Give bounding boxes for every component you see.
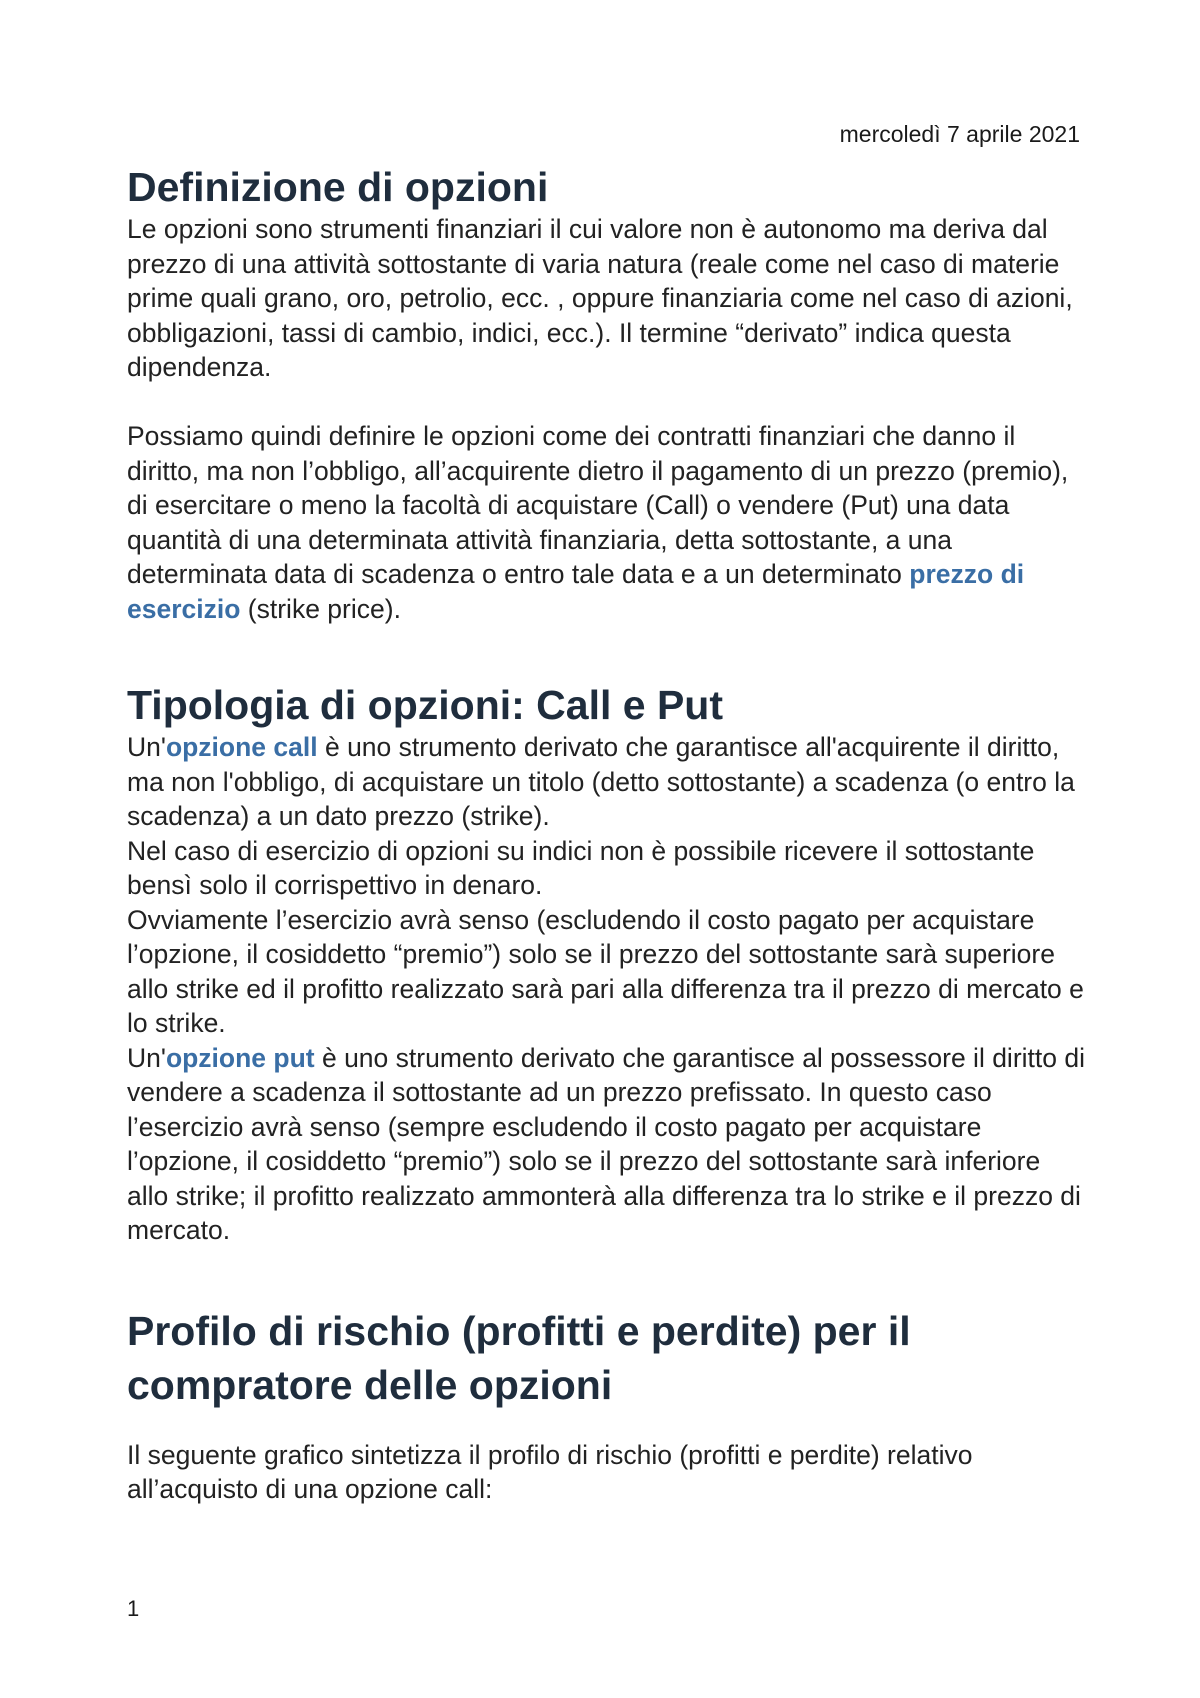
paragraph-opzione-call: [127, 730, 1087, 834]
link-opzione-put[interactable]: opzione put: [165, 1042, 315, 1073]
link-prezzo-di-esercizio[interactable]: prezzo di esercizio: [127, 559, 1025, 624]
paragraph-profilo: Il seguente grafico sintetizza il profilo di rischio (profitti e perdite) relativo all’acquisto di una opzione call:: [127, 1439, 973, 1504]
paragraph-indici: Nel caso di esercizio di opzioni su indici non è possibile ricevere il sottostante bensì solo il corrispettivo in denaro.: [127, 835, 1035, 900]
paragraph-text: Un': [127, 732, 166, 762]
link-opzione-call[interactable]: opzione call: [165, 732, 318, 762]
paragraph-definizione-1: Le opzioni sono strumenti finanziari il cui valore non è autonomo ma deriva dal prezzo di una attività sottostante di varia natura (reale come nel caso di materie prime quali grano, oro, petrolio, ecc. , oppure finanziaria come nel caso di azioni, obbligazioni, tassi di cambio, indici, ecc.). Il termine “derivato” indica questa dipendenza.: [127, 214, 1073, 382]
paragraph-spacer: [127, 385, 1087, 420]
paragraph-text: (strike price).: [240, 593, 401, 624]
heading-profilo: Profilo di rischio (profitti e perdite) per il compratore delle opzioni: [127, 1307, 911, 1408]
paragraph-ovviamente: Ovviamente l’esercizio avrà senso (escludendo il costo pagato per acquistare l’opzione, il cosiddetto “premio”) solo se il prezzo del sottostante sarà superiore allo strike ed il profitto realizzato sarà pari alla differenza tra il prezzo di mercato e lo strike.: [127, 904, 1084, 1038]
paragraph-text: è uno strumento derivato che garantisce al possessore il diritto di vendere a scadenza il sottostante ad un prezzo prefissato. In questo caso l’esercizio avrà senso (sempre escludendo il costo pagato per acquistare l’opzione, il cosiddetto “premio”) solo se il prezzo del sottostante sarà inferiore allo strike; il profitto realizzato ammonterà alla differenza tra lo strike e il prezzo di mercato.: [127, 1042, 1085, 1245]
heading-tipologia: Tipologia di opzioni: Call e Put: [127, 682, 724, 728]
section-profilo: [127, 1304, 1087, 1412]
document-date: mercoledì 7 aprile 2021: [839, 121, 1080, 147]
document-body: [127, 162, 1087, 1507]
paragraph-opzione-put: [127, 1041, 1087, 1248]
paragraph-text: Possiamo quindi definire le opzioni come dei contratti finanziari che danno il diritto, ma non l’obbligo, all’acquirente dietro il pagamento di un prezzo (premio), di esercitare o meno la facoltà di acquistare (Call) o vendere (Put) una data quantità di una determinata attività finanziaria, detta sottostante, a una determinata data di scadenza o entro tale data e a un determinato: [127, 421, 1069, 589]
paragraph-definizione-2: [127, 419, 1087, 626]
page-number: 1: [127, 1596, 140, 1621]
heading-definizione: Definizione di opzioni: [127, 164, 549, 210]
section-tipologia: [127, 680, 1087, 1248]
paragraph-text: è uno strumento derivato che garantisce all'acquirente il diritto, ma non l'obbligo, di acquistare un titolo (detto sottostante) a scadenza (o entro la scadenza) a un dato prezzo (strike).: [127, 732, 1075, 831]
paragraph-text: Un': [127, 1042, 166, 1073]
